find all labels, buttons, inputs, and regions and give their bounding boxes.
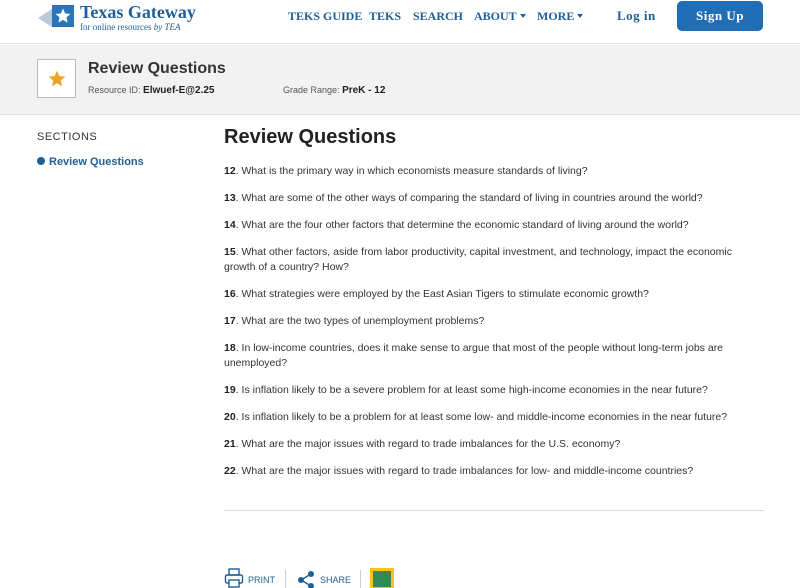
question-number: 19 [224, 384, 236, 396]
favorite-star-icon[interactable] [37, 59, 76, 98]
question-item [224, 191, 754, 206]
share-button[interactable]: SHARE [320, 575, 352, 585]
printer-icon[interactable] [224, 568, 244, 588]
google-classroom-icon[interactable] [370, 568, 394, 588]
question-text: . What are the major issues with regard to trade imbalances for low- and middle-income countries? [235, 465, 694, 477]
chevron-down-icon [577, 14, 583, 18]
question-text: . In low-income countries, does it make sense to argue that most of the people without long-term jobs are unemployed? [224, 342, 724, 369]
resource-id-label: Resource ID: [88, 85, 141, 95]
resource-id-value: Elwuef-E@2.25 [143, 85, 215, 96]
logo-wedge-shape [38, 9, 52, 27]
nav-teks[interactable]: TEKS [369, 9, 402, 23]
question-number: 22 [224, 465, 236, 477]
question-text: . What are the two types of unemployment problems? [235, 315, 485, 327]
nav-about[interactable] [474, 9, 526, 24]
print-button[interactable]: PRINT [248, 575, 275, 585]
logo-subtitle [80, 22, 180, 32]
question-text: . What are the major issues with regard to trade imbalances for the U.S. economy? [235, 438, 621, 450]
share-toolbar [224, 568, 424, 588]
question-item [224, 287, 754, 302]
question-text: . What is the primary way in which economists measure standards of living? [235, 165, 588, 177]
logo-title: Texas Gateway [80, 2, 196, 22]
nav-teks-guide[interactable]: TEKS GUIDE [288, 9, 363, 23]
question-item [224, 218, 754, 233]
nav-about-label: ABOUT [474, 9, 517, 23]
grade-range [283, 85, 385, 96]
nav-more[interactable] [537, 9, 583, 24]
sidebar-item-review-questions[interactable] [37, 156, 144, 168]
chevron-down-icon [520, 14, 526, 18]
bullet-dot-icon [37, 157, 45, 165]
share-icon[interactable] [296, 570, 316, 588]
page-title: Review Questions [224, 126, 397, 148]
resource-id [88, 85, 215, 96]
toolbar-separator [285, 570, 286, 588]
sidebar-item-label: Review Questions [49, 156, 144, 168]
question-text: . What are the four other factors that determine the economic standard of living around the world? [235, 219, 689, 231]
texas-gateway-logo[interactable] [38, 0, 238, 34]
resource-title: Review Questions [88, 60, 226, 77]
classroom-board-shape [373, 571, 391, 587]
sections-heading: SECTIONS [37, 131, 98, 143]
question-number: 13 [224, 192, 236, 204]
question-number: 14 [224, 219, 236, 231]
question-item [224, 164, 754, 179]
question-item [224, 464, 754, 479]
question-text: . Is inflation likely to be a problem for at least some low- and middle-income economies in the near future? [235, 411, 728, 423]
question-item [224, 383, 754, 398]
logo-star-icon [52, 5, 74, 27]
nav-more-label: MORE [537, 9, 575, 23]
question-number: 18 [224, 342, 236, 354]
question-number: 17 [224, 315, 236, 327]
question-item [224, 341, 754, 371]
logo-subtitle-text: for online resources [80, 22, 152, 32]
top-navigation [0, 0, 800, 44]
login-link[interactable]: Log in [617, 8, 656, 23]
question-number: 20 [224, 411, 236, 423]
question-item [224, 410, 754, 425]
grade-range-label: Grade Range: [283, 85, 340, 95]
grade-range-value: PreK - 12 [342, 85, 386, 96]
signup-button[interactable]: Sign Up [677, 1, 763, 31]
resource-header [0, 45, 800, 115]
question-number: 15 [224, 246, 236, 258]
question-item [224, 245, 754, 275]
content-divider [224, 510, 764, 511]
question-text: . What strategies were employed by the East Asian Tigers to stimulate economic growth? [235, 288, 649, 300]
question-text: . What are some of the other ways of comparing the standard of living in countries around the world? [235, 192, 703, 204]
question-list [224, 164, 754, 491]
question-item [224, 314, 754, 329]
question-text: . Is inflation likely to be a severe problem for at least some high-income economies in the near future? [235, 384, 708, 396]
question-item [224, 437, 754, 452]
question-text: . What other factors, aside from labor productivity, capital investment, and technology, impact the economic growth of a country? How? [224, 246, 732, 273]
toolbar-separator [360, 570, 361, 588]
logo-subtitle-by: by TEA [153, 22, 181, 32]
question-number: 12 [224, 165, 236, 177]
question-number: 16 [224, 288, 236, 300]
nav-search[interactable]: SEARCH [413, 9, 464, 23]
question-number: 21 [224, 438, 236, 450]
